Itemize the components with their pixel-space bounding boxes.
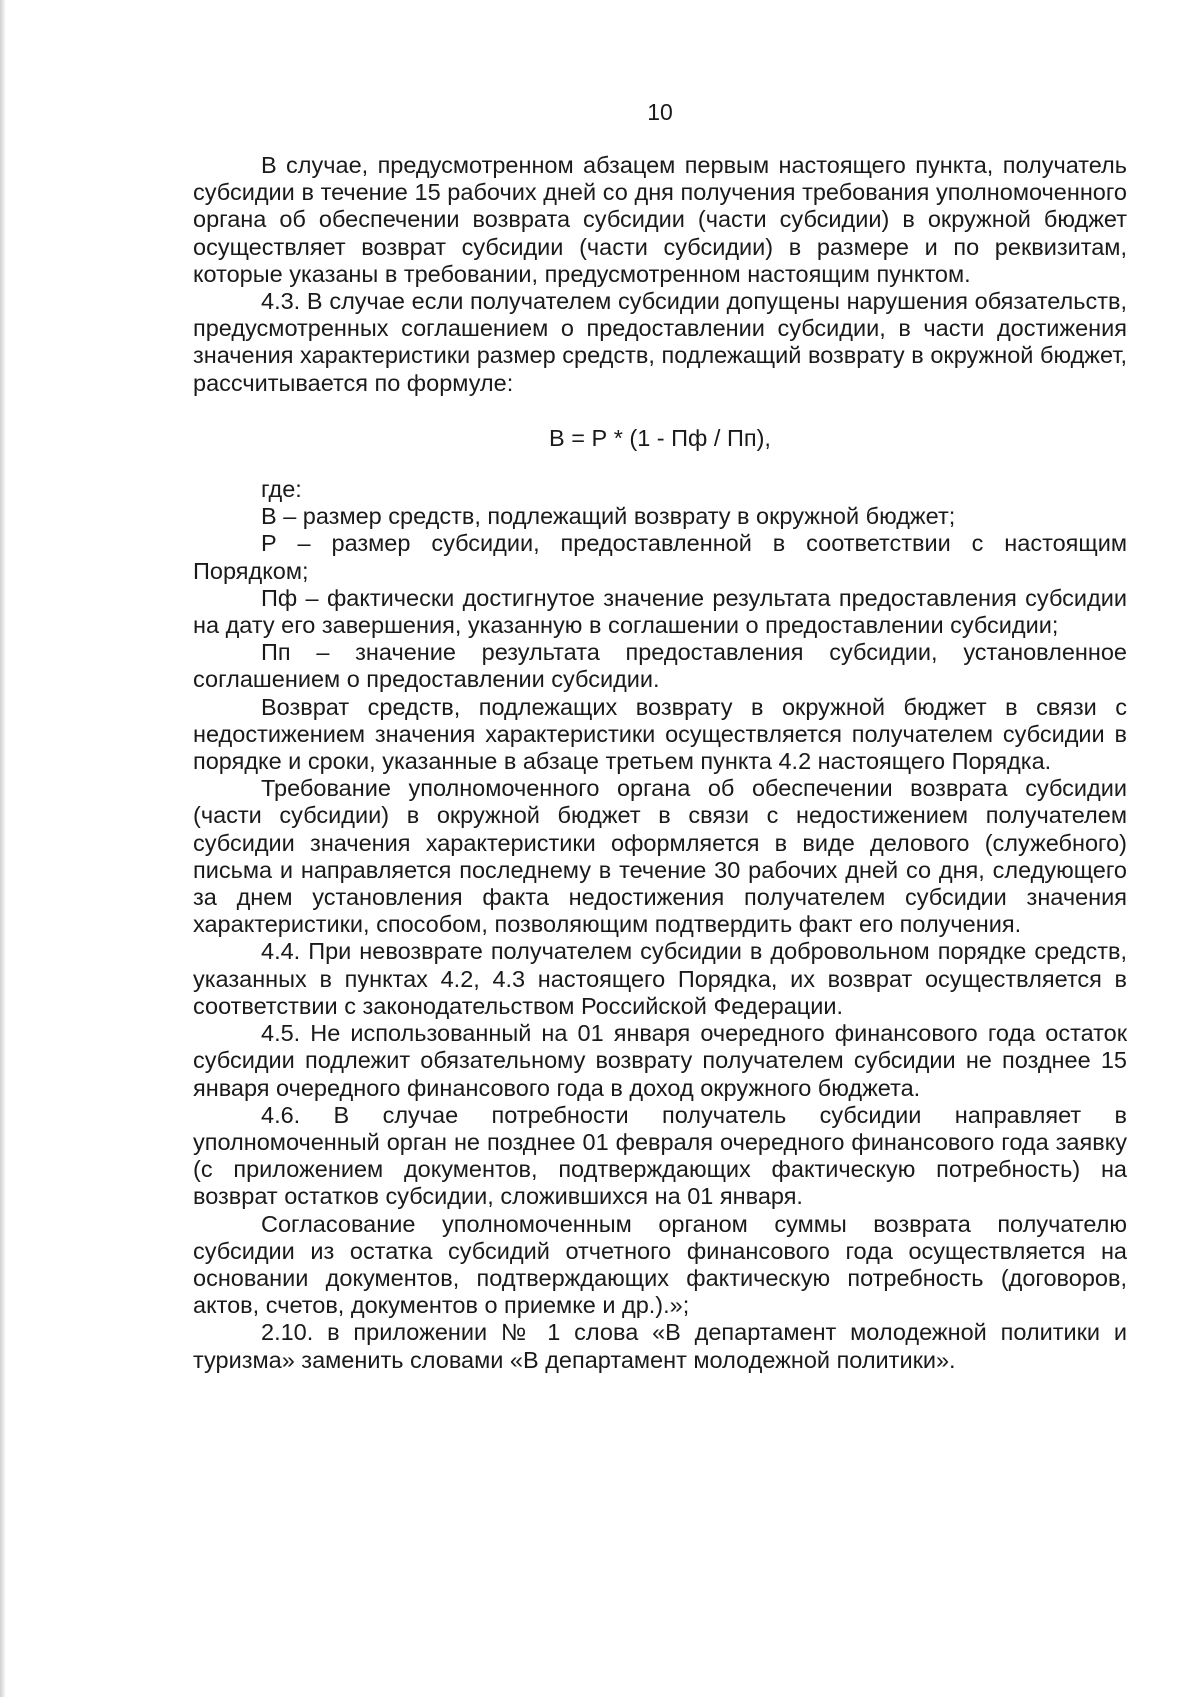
document-body: [193, 152, 1127, 1374]
paragraph-4-4: 4.4. При невозврате получателем субсидии в добровольном порядке средств, указанных в пунктах 4.2, 4.3 настоящего Порядка, их возврат осуществляется в соответствии с законодательством Российской Федерации.: [193, 938, 1127, 1019]
definition-b: В – размер средств, подлежащий возврату в окружной бюджет;: [261, 503, 956, 530]
paragraph-4-5: 4.5. Не использованный на 01 января очередного финансового года остаток субсидии подлежит обязательному возврату получателем субсидии не позднее 15 января очередного финансового года в доход окружного бюджета.: [193, 1020, 1127, 1101]
paragraph-2-10: 2.10. в приложении № 1 слова «В департамент молодежной политики и туризма» заменить словами «В департамент молодежной политики».: [193, 1319, 1127, 1373]
formula: В = Р * (1 - Пф / Пп),: [549, 424, 771, 451]
paragraph-4-3: 4.3. В случае если получателем субсидии допущены нарушения обязательств, предусмотренных соглашением о предоставлении субсидии, в части достижения значения характеристики размер средств, подлежащий возврату в окружной бюджет, рассчитывается по формуле:: [193, 288, 1127, 396]
paragraph-approval: Согласование уполномоченным органом суммы возврата получателю субсидии из остатка субсидий отчетного финансового года осуществляется на основании документов, подтверждающих фактическую потребность (договоров, актов, счетов, документов о приемке и др.).»;: [193, 1210, 1127, 1319]
paragraph-requirement: Требование уполномоченного органа об обеспечении возврата субсидии (части субсидии) в окружной бюджет в связи с недостижением получателем субсидии значения характеристики оформляется в виде делового (служебного) письма и направляется последнему в течение 30 рабочих дней со дня, следующего за днем установления факта недостижения получателем субсидии значения характеристики, способом, позволяющим подтвердить факт его получения.: [193, 775, 1127, 938]
paragraph-4-6: 4.6. В случае потребности получатель субсидии направляет в уполномоченный орган не позднее 01 февраля очередного финансового года заявку (с приложением документов, подтверждающих фактическую потребность) на возврат остатков субсидии, сложившихся на 01 января.: [193, 1101, 1127, 1210]
paragraph-return-procedure: В случае, предусмотренном абзацем первым настоящего пункта, получатель субсидии в течение 15 рабочих дней со дня получения требования уполномоченного органа об обеспечении возврата субсидии (части субсидии) в окружной бюджет осуществляет возврат субсидии (части субсидии) в размере и по реквизитам, которые указаны в требовании, предусмотренном настоящим пунктом.: [193, 152, 1127, 287]
formula-where-label: где:: [261, 476, 302, 503]
definition-pf: Пф – фактически достигнутое значение результата предоставления субсидии на дату его завершения, указанную в соглашении о предоставлении субсидии;: [193, 584, 1127, 639]
page-number: 10: [647, 99, 673, 125]
definition-pp: Пп – значение результата предоставления субсидии, установленное соглашением о предоставлении субсидии.: [193, 639, 1127, 693]
definition-r: Р – размер субсидии, предоставленной в соответствии с настоящим Порядком;: [193, 530, 1127, 584]
scan-edge-shadow: [0, 0, 6, 1697]
paragraph-return-of-funds: Возврат средств, подлежащих возврату в окружной бюджет в связи с недостижением значения характеристики осуществляется получателем субсидии в порядке и сроки, указанные в абзаце третьем пункта 4.2 настоящего Порядка.: [193, 693, 1127, 775]
